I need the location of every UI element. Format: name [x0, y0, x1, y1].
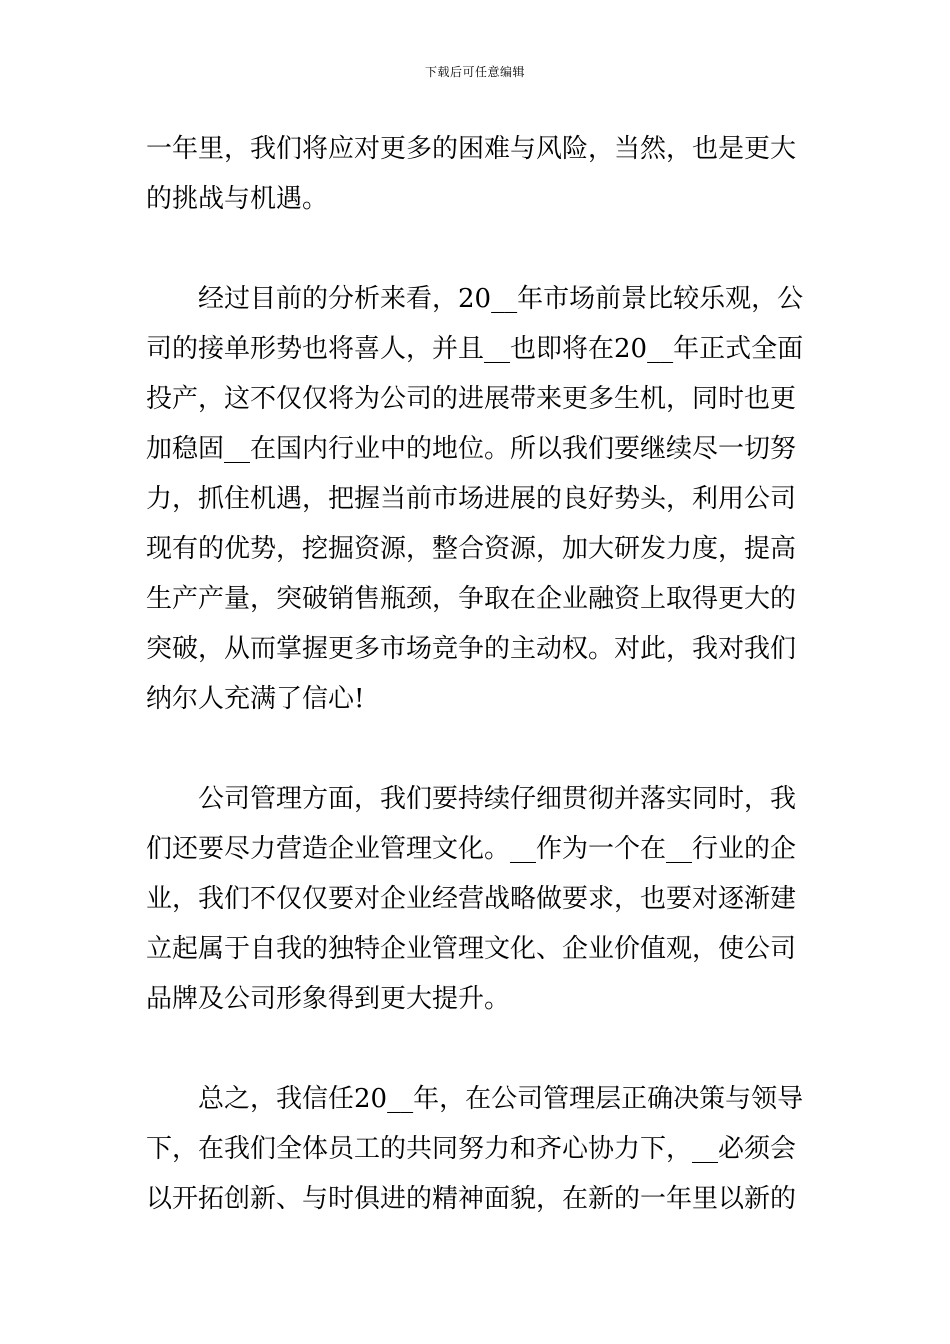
- paragraph-2: [146, 274, 808, 724]
- paragraph-3: [146, 774, 808, 1024]
- paragraph-1: [146, 124, 808, 224]
- paragraph-line: 下，在我们全体员工的共同努力和齐心协力下，__必须会: [146, 1134, 797, 1164]
- paragraph-line: 总之，我信任20__年，在公司管理层正确决策与领导: [198, 1084, 804, 1114]
- paragraph-line: 公司管理方面，我们要持续仔细贯彻并落实同时，我: [198, 784, 797, 814]
- paragraph-line: 品牌及公司形象得到更大提升。: [146, 984, 511, 1014]
- paragraph-line: 立起属于自我的独特企业管理文化、企业价值观，使公司: [146, 934, 797, 964]
- paragraph-4: [146, 1074, 808, 1224]
- paragraph-line: 纳尔人充满了信心!: [146, 684, 365, 714]
- header-note: 下载后可任意编辑: [424, 65, 525, 79]
- paragraph-line: 司的接单形势也将喜人，并且__也即将在20__年正式全面: [146, 334, 804, 364]
- paragraph-line: 经过目前的分析来看，20__年市场前景比较乐观，公: [198, 284, 804, 314]
- paragraph-line: 一年里，我们将应对更多的困难与风险，当然，也是更大: [146, 134, 797, 164]
- paragraph-line: 力，抓住机遇，把握当前市场进展的良好势头，利用公司: [146, 484, 797, 514]
- paragraph-line: 业，我们不仅仅要对企业经营战略做要求，也要对逐渐建: [146, 884, 797, 914]
- paragraph-line: 以开拓创新、与时俱进的精神面貌，在新的一年里以新的: [146, 1184, 797, 1214]
- paragraph-line: 现有的优势，挖掘资源，整合资源，加大研发力度，提高: [146, 534, 797, 564]
- paragraph-line: 突破，从而掌握更多市场竞争的主动权。对此，我对我们: [146, 634, 797, 664]
- document-body: [146, 124, 808, 1274]
- paragraph-line: 生产产量，突破销售瓶颈，争取在企业融资上取得更大的: [146, 584, 797, 614]
- paragraph-line: 的挑战与机遇。: [146, 184, 329, 214]
- paragraph-line: 们还要尽力营造企业管理文化。__作为一个在__行业的企: [146, 834, 797, 864]
- paragraph-line: 投产，这不仅仅将为公司的进展带来更多生机，同时也更: [146, 384, 797, 414]
- paragraph-line: 加稳固__在国内行业中的地位。所以我们要继续尽一切努: [146, 434, 797, 464]
